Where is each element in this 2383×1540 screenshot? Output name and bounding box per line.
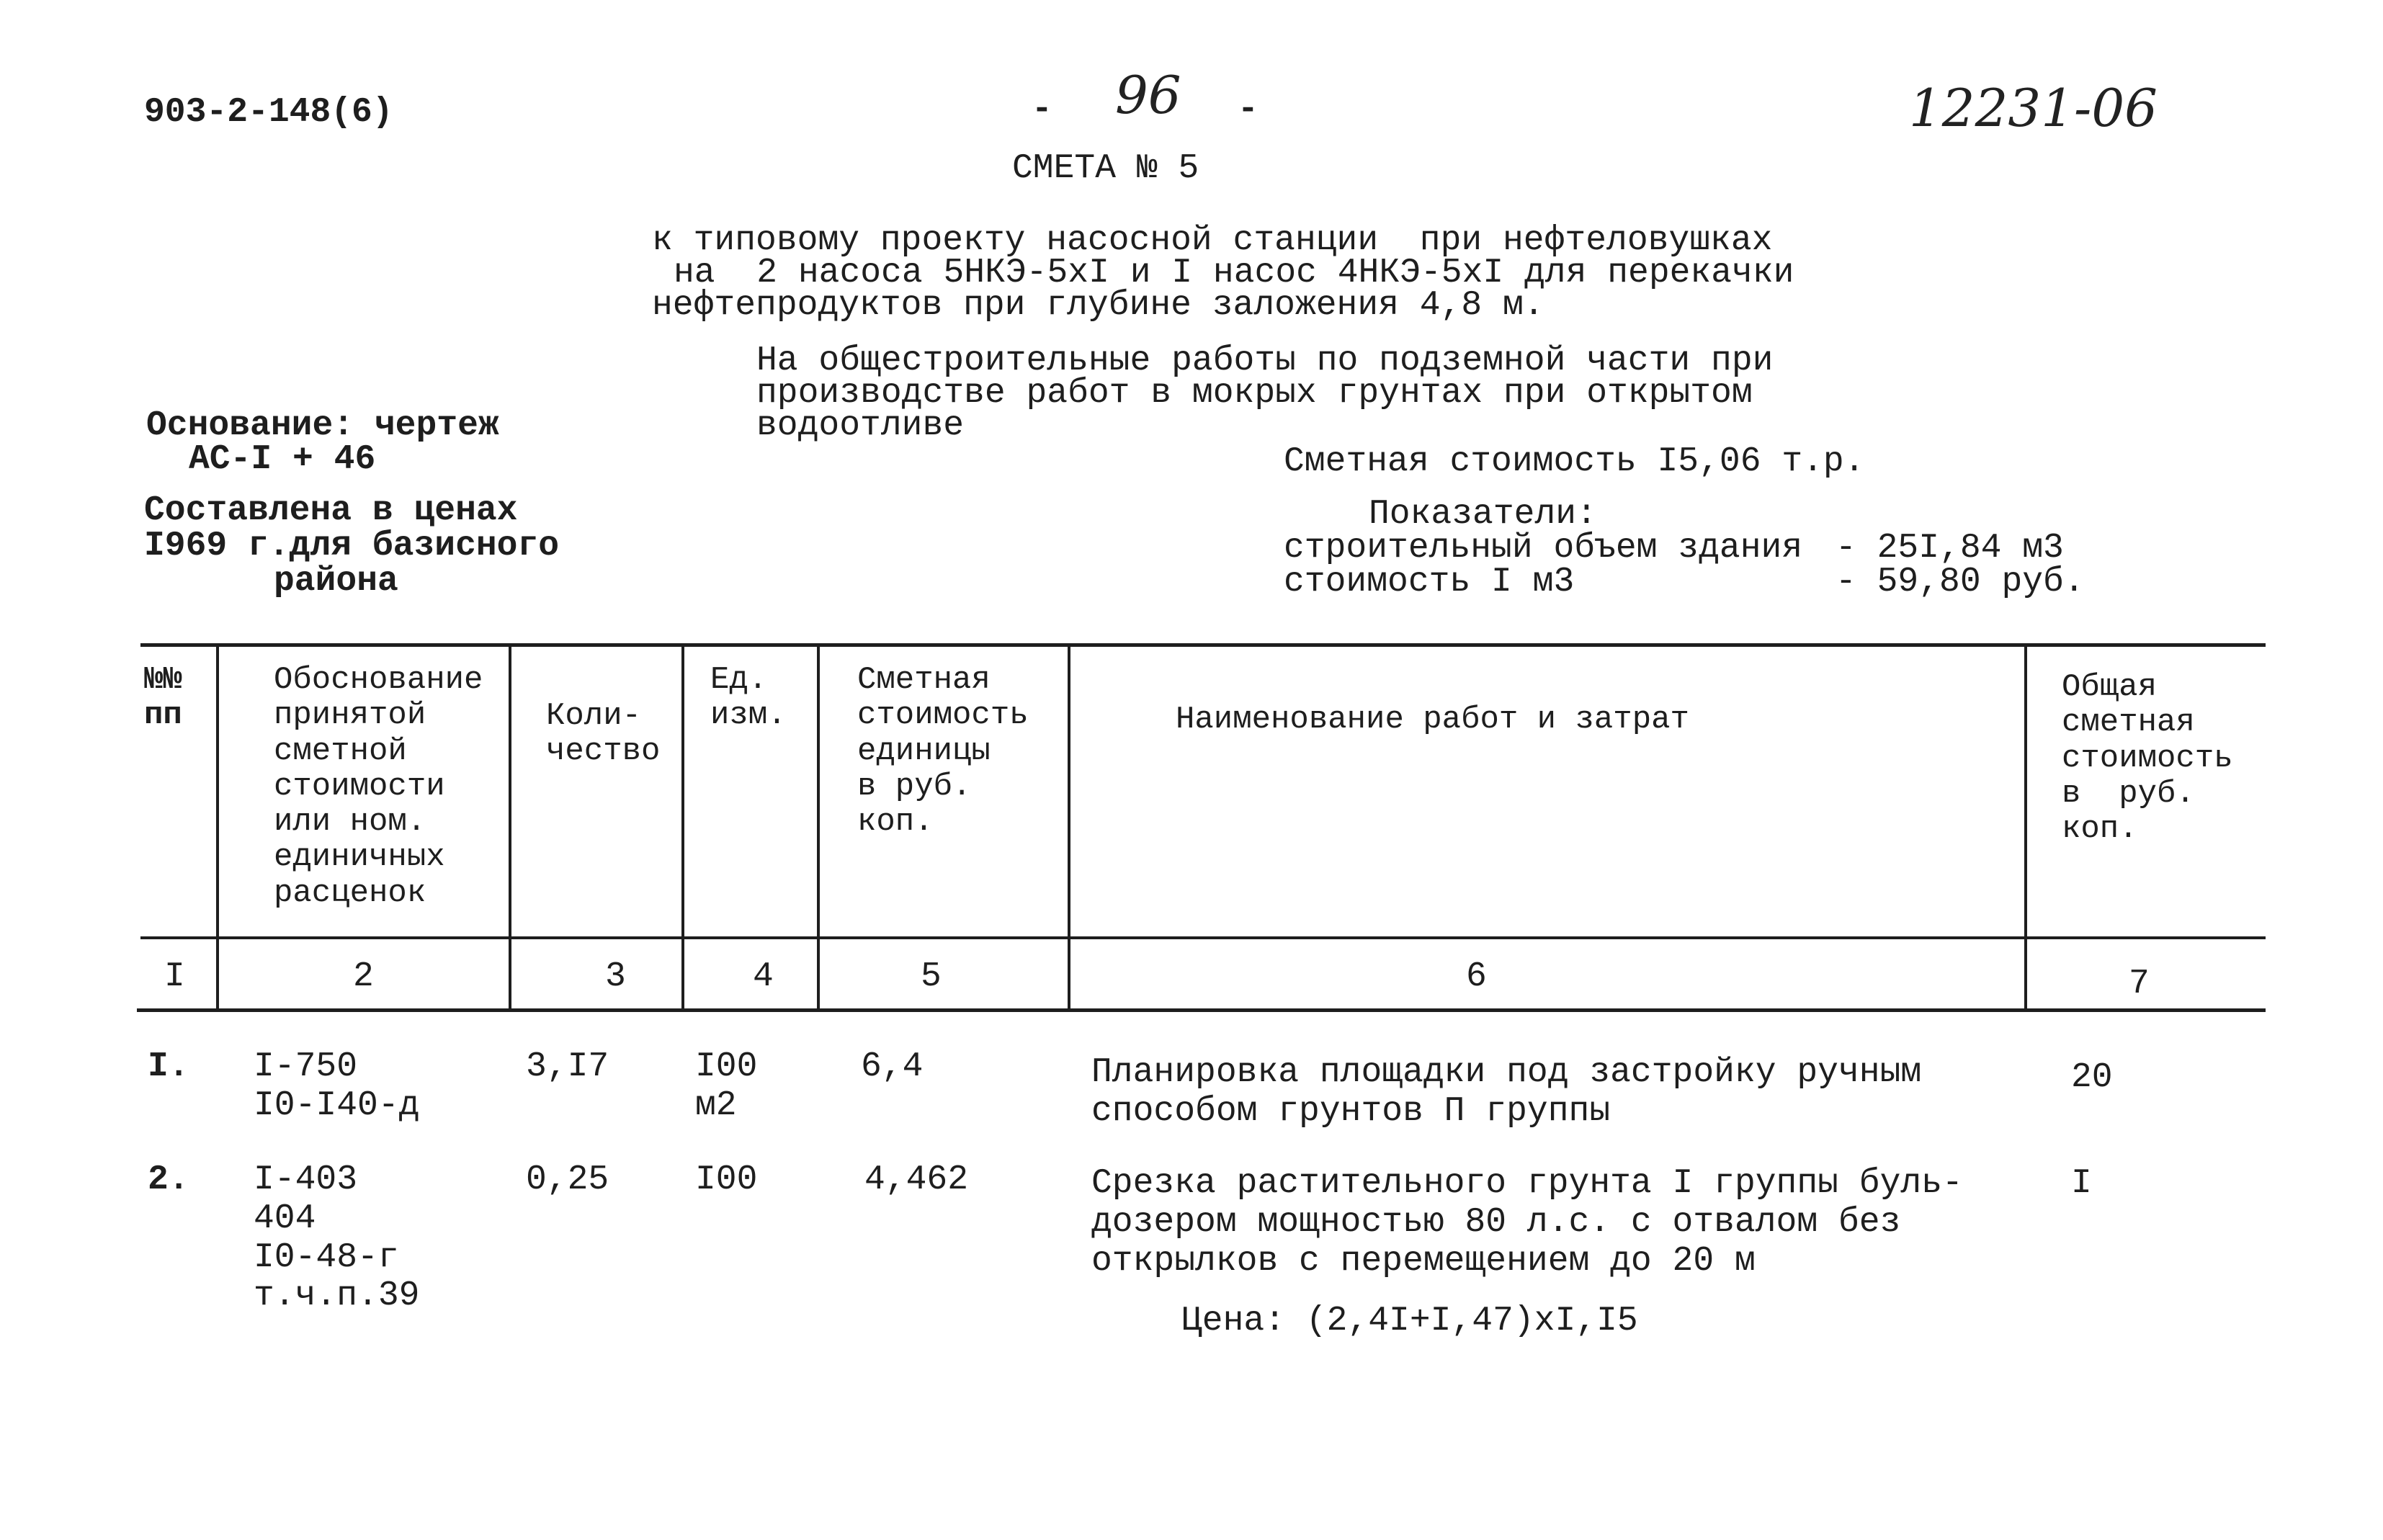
price-formula: Цена: (2,4I+I,47)хI,I5 <box>1181 1302 1638 1340</box>
header-work-name: Наименование работ и затрат <box>1176 702 1689 738</box>
volume-label: строительный объем здания <box>1284 529 1803 568</box>
row-unit-price: 6,4 <box>861 1047 924 1086</box>
document-code: 903-2-148(6) <box>144 93 393 132</box>
column-divider <box>216 643 219 1012</box>
basis-line: Основание: чертеж <box>146 406 499 445</box>
row-work-name: Срезка растительного грунта I группы буль- дозером мощностью 80 л.с. с отвалом без открылков с перемещением до 20 м <box>1091 1164 1963 1281</box>
column-number: 4 <box>753 957 774 996</box>
column-number: 6 <box>1466 957 1487 996</box>
row-number: I. <box>148 1047 189 1086</box>
table-top-border <box>140 643 2266 647</box>
basis-line: АС-I + 46 <box>189 440 376 479</box>
page-dash-left: - <box>1032 90 1052 129</box>
row-unit: I00 <box>695 1160 758 1199</box>
header-separator <box>140 936 2266 939</box>
page-dash-right: - <box>1238 90 1258 129</box>
header-row-number: №№ пп <box>144 662 182 734</box>
header-unit: Ед. изм. <box>710 662 787 734</box>
price-basis-line: района <box>274 562 398 601</box>
estimated-cost: Сметная стоимость I5,06 т.р. <box>1284 442 1865 481</box>
column-divider <box>681 643 684 1012</box>
row-total: I <box>2071 1164 2092 1203</box>
numbering-separator <box>137 1008 2266 1012</box>
price-basis-line: Составлена в ценах <box>144 491 518 530</box>
page-number: 96 <box>1115 65 1181 125</box>
header-total: Общая сметная стоимость в руб. коп. <box>2062 669 2233 848</box>
row-work-name: Планировка площадки под застройку ручным способом грунтов П группы <box>1091 1053 1922 1131</box>
work-scope-line: На общестроительные работы по подземной части при <box>756 341 1774 380</box>
work-scope-line: производстве работ в мокрых грунтах при открытом <box>756 374 1753 413</box>
row-unit-price: 4,462 <box>864 1160 969 1199</box>
subject-line: к типовому проекту насосной станции при нефтеловушках <box>652 221 1773 260</box>
unit-cost-value: - 59,80 руб. <box>1836 563 2085 601</box>
row-total: 20 <box>2071 1058 2113 1097</box>
unit-cost-label: стоимость I м3 <box>1284 563 1575 601</box>
column-divider <box>2024 643 2027 1012</box>
row-basis: I-750 I0-I40-д <box>254 1047 420 1125</box>
work-scope-line: водоотливе <box>756 406 965 445</box>
row-quantity: 3,I7 <box>526 1047 609 1086</box>
row-quantity: 0,25 <box>526 1160 609 1199</box>
column-divider <box>509 643 511 1012</box>
subject-line: на 2 насоса 5НКЭ-5хI и I насос 4НКЭ-5хI для перекачки <box>674 254 1794 292</box>
row-unit: I00 м2 <box>695 1047 758 1125</box>
price-basis-line: I969 г.для базисного <box>144 527 560 565</box>
column-number: 7 <box>2129 964 2150 1003</box>
column-number: I <box>164 957 185 996</box>
row-number: 2. <box>148 1160 189 1199</box>
header-quantity: Коли- чество <box>546 698 661 770</box>
row-basis: I-403 404 I0-48-г т.ч.п.39 <box>254 1160 420 1316</box>
header-unit-price: Сметная стоимость единицы в руб. коп. <box>857 662 1029 841</box>
subject-line: нефтепродуктов при глубине заложения 4,8 м. <box>652 286 1544 325</box>
column-number: 2 <box>353 957 374 996</box>
column-number: 3 <box>605 957 626 996</box>
column-number: 5 <box>921 957 942 996</box>
header-basis: Обоснование принятой сметной стоимости или ном. единичных расценок <box>274 662 483 911</box>
archive-number: 12231-06 <box>1909 78 2158 138</box>
column-divider <box>1068 643 1070 1012</box>
volume-value: - 25I,84 м3 <box>1836 529 2064 568</box>
column-divider <box>817 643 820 1012</box>
indicators-title: Показатели: <box>1369 495 1597 534</box>
estimate-title: СМЕТА № 5 <box>1012 149 1199 188</box>
